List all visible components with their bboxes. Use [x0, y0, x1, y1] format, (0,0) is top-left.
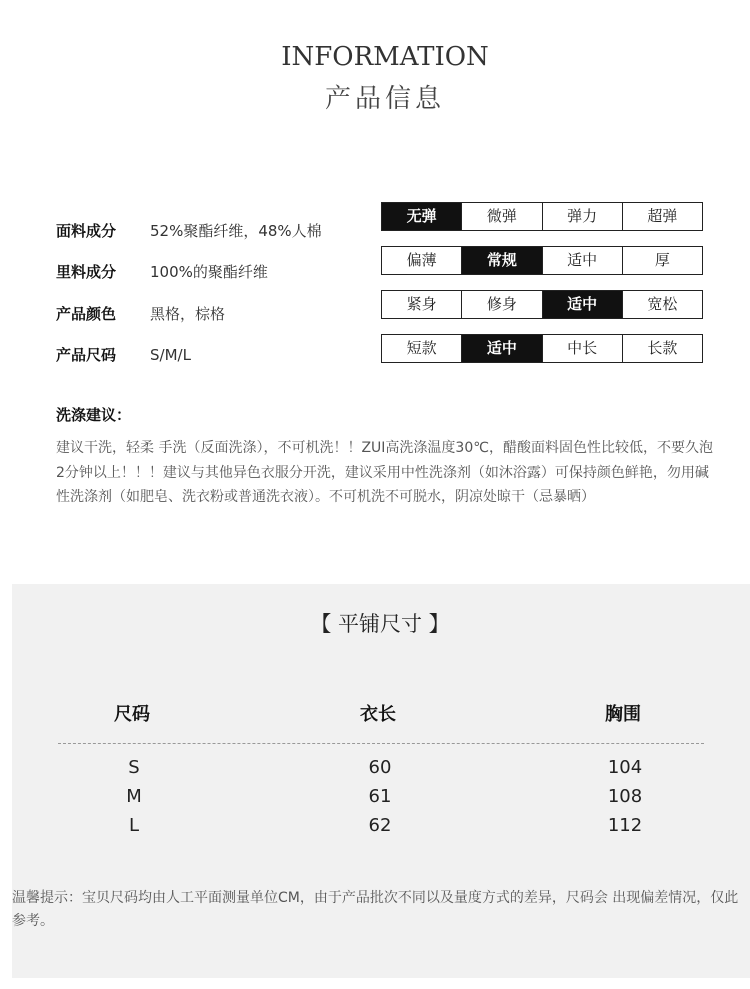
length-scale [381, 334, 703, 363]
header-chest: 胸围 [605, 704, 641, 725]
washing-title: 洗涤建议： [56, 406, 132, 424]
spec-value: 黑格，棕格 [150, 305, 226, 323]
spec-label: 产品尺码 [56, 346, 117, 364]
scale-option: 微弹 [461, 203, 541, 230]
scale-option: 适中 [542, 291, 622, 318]
scale-option: 中长 [542, 335, 622, 362]
scale-option: 适中 [461, 335, 541, 362]
spec-value: 100%的聚酯纤维 [150, 263, 268, 281]
spec-label: 面料成分 [56, 222, 117, 240]
scale-option: 长款 [622, 335, 702, 362]
spec-row-color [56, 302, 225, 326]
elasticity-scale [381, 202, 703, 231]
cell-size: M [126, 786, 142, 807]
cell-chest: 112 [607, 815, 643, 836]
spec-row-size [56, 343, 191, 367]
header-size: 尺码 [114, 704, 150, 725]
information-title: INFORMATION [281, 42, 489, 72]
scale-option: 宽松 [622, 291, 702, 318]
cell-chest: 104 [607, 757, 643, 778]
cell-size: L [128, 815, 140, 836]
scale-option: 紧身 [406, 295, 437, 313]
cell-length: 62 [368, 815, 392, 836]
scale-option: 修身 [461, 291, 541, 318]
washing-text: 建议干洗，轻柔 手洗（反面洗涤），不可机洗！！ZUI高洗涤温度30℃，醋酸面料固色性比较低，不要久泡2分钟以上！！！建议与其他异色衣服分开洗，建议采用中性洗涤剂（如沐浴露）可保持颜色鲜艳，勿用碱性洗涤剂（如肥皂、洗衣粉或普通洗衣液）。不可机洗不可脱水，阴凉处晾干（忌暴晒） [56, 440, 713, 505]
fit-scale [381, 290, 703, 319]
scale-option: 短款 [406, 339, 437, 357]
spec-value: 52%聚酯纤维，48%人棉 [150, 222, 322, 240]
spec-label: 产品颜色 [56, 305, 117, 323]
spec-value: S/M/L [150, 346, 191, 364]
table-divider [58, 743, 704, 744]
cell-chest: 108 [607, 786, 643, 807]
cell-length: 61 [368, 786, 392, 807]
spec-row-fabric [56, 219, 322, 243]
scale-option: 超弹 [622, 203, 702, 230]
scale-option: 常规 [461, 247, 541, 274]
spec-row-lining [56, 260, 268, 284]
spec-label: 里料成分 [56, 263, 117, 281]
scale-option: 厚 [622, 247, 702, 274]
product-info-title: 产品信息 [324, 84, 445, 114]
scale-option: 适中 [542, 247, 622, 274]
scale-option: 弹力 [542, 203, 622, 230]
scale-option: 偏薄 [406, 251, 437, 269]
size-table-title: 【 平铺尺寸 】 [310, 612, 450, 636]
cell-length: 60 [368, 757, 392, 778]
header-length: 衣长 [360, 704, 396, 725]
size-note: 温馨提示：宝贝尺码均由人工平面测量单位CM，由于产品批次不同以及量度方式的差异，尺码会 出现偏差情况，仅此参考。 [12, 890, 739, 929]
thickness-scale [381, 246, 703, 275]
cell-size: S [128, 757, 140, 778]
scale-option: 无弹 [382, 203, 461, 230]
